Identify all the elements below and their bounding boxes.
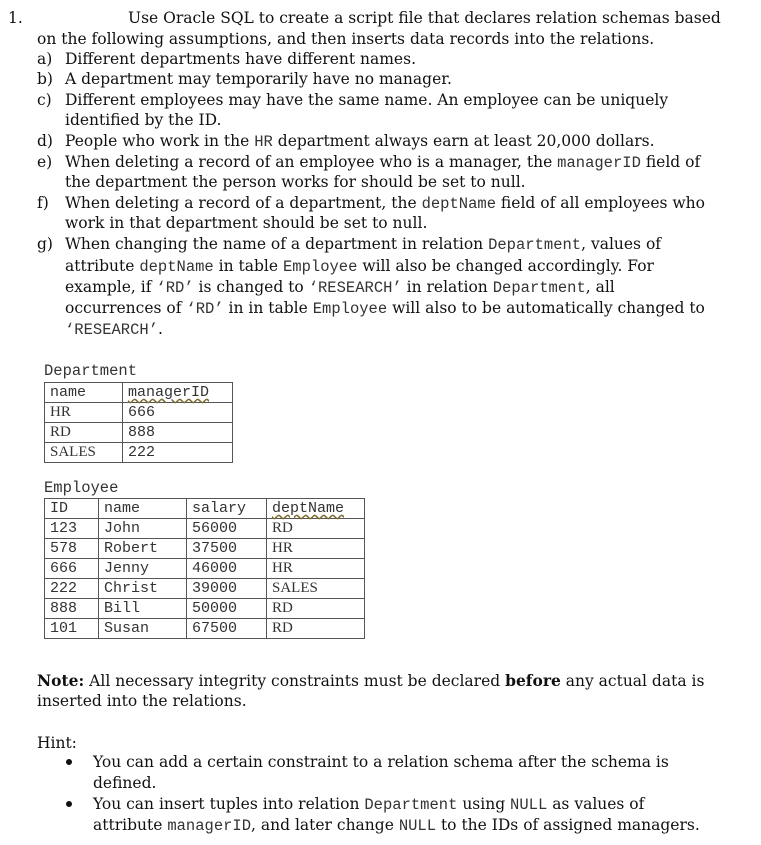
dept-header-name: name (45, 383, 123, 403)
emp-header-deptname: deptName (267, 499, 365, 519)
table-row (45, 599, 365, 619)
emp-cell: Jenny (99, 559, 187, 579)
hint-bullet-2-line-2: attribute managerID, and later change NULL to the IDs of assigned managers. (93, 816, 700, 835)
item-c-label: c) (37, 91, 52, 109)
department-header-row (45, 383, 233, 403)
emp-cell: 123 (45, 519, 99, 539)
item-e-label: e) (37, 153, 53, 171)
emp-header-name: name (99, 499, 187, 519)
item-f-text-1: When deleting a record of a department, the deptName field of all employees who (65, 194, 705, 213)
item-c-text-2: identified by the ID. (65, 111, 222, 129)
table-row (45, 579, 365, 599)
emp-cell: Robert (99, 539, 187, 559)
hint-bullet-1-line-2: defined. (93, 774, 157, 792)
emp-cell: Susan (99, 619, 187, 639)
emp-cell: 37500 (187, 539, 267, 559)
intro-line-2: on the following assumptions, and then inserts data records into the relations. (37, 30, 655, 48)
item-f-label: f) (37, 194, 49, 212)
hint-bullet-1-line-1: You can add a certain constraint to a relation schema after the schema is (93, 753, 669, 771)
emp-cell: 50000 (187, 599, 267, 619)
item-a-text: Different departments have different names. (65, 50, 416, 68)
item-c-text-1: Different employees may have the same name. An employee can be uniquely (65, 91, 669, 109)
emp-cell: SALES (267, 579, 365, 599)
dept-cell: HR (45, 403, 123, 423)
intro-line-1: Use Oracle SQL to create a script file that declares relation schemas based (128, 9, 721, 27)
dept-cell: SALES (45, 443, 123, 463)
item-d-text: People who work in the HR department always earn at least 20,000 dollars. (65, 132, 655, 151)
emp-cell: 67500 (187, 619, 267, 639)
bullet-icon (66, 759, 72, 765)
emp-cell: HR (267, 539, 365, 559)
emp-header-salary: salary (187, 499, 267, 519)
item-g-text-1: When changing the name of a department in relation Department, values of (65, 235, 662, 254)
hint-label: Hint: (37, 734, 77, 752)
table-row (45, 443, 233, 463)
item-g-text-5: ‘RESEARCH’. (65, 320, 163, 339)
emp-cell: HR (267, 559, 365, 579)
emp-cell: 666 (45, 559, 99, 579)
note-line-2: inserted into the relations. (37, 692, 247, 710)
item-f-text-2: work in that department should be set to null. (65, 214, 428, 232)
table-row (45, 403, 233, 423)
emp-cell: 222 (45, 579, 99, 599)
question-number: 1. (8, 9, 23, 27)
emp-cell: 578 (45, 539, 99, 559)
department-table-title: Department (44, 362, 138, 380)
emp-cell: 56000 (187, 519, 267, 539)
emp-cell: 39000 (187, 579, 267, 599)
employee-table-title: Employee (44, 479, 119, 497)
bullet-icon (66, 801, 72, 807)
table-row (45, 539, 365, 559)
item-d-label: d) (37, 132, 53, 150)
emp-header-id: ID (45, 499, 99, 519)
employee-header-row (45, 499, 365, 519)
dept-header-managerid: managerID (123, 383, 233, 403)
item-e-text-1: When deleting a record of an employee who is a manager, the managerID field of (65, 153, 701, 172)
emp-cell: John (99, 519, 187, 539)
employee-table (44, 498, 365, 639)
emp-cell: Christ (99, 579, 187, 599)
emp-cell: 46000 (187, 559, 267, 579)
emp-cell: Bill (99, 599, 187, 619)
dept-cell: 888 (123, 423, 233, 443)
item-g-label: g) (37, 235, 53, 253)
emp-cell: RD (267, 619, 365, 639)
dept-cell: 222 (123, 443, 233, 463)
table-row (45, 619, 365, 639)
table-row (45, 423, 233, 443)
item-a-label: a) (37, 50, 53, 68)
emp-cell: 101 (45, 619, 99, 639)
table-row (45, 559, 365, 579)
item-g-text-3: example, if ‘RD’ is changed to ‘RESEARCH’ in relation Department, all (65, 278, 615, 297)
note-line-1: Note: All necessary integrity constraints must be declared before any actual data is (37, 671, 705, 690)
emp-cell: 888 (45, 599, 99, 619)
emp-cell: RD (267, 599, 365, 619)
item-b-label: b) (37, 70, 53, 88)
item-e-text-2: the department the person works for should be set to null. (65, 173, 526, 191)
department-table (44, 382, 233, 463)
item-g-text-2: attribute deptName in table Employee will also be changed accordingly. For (65, 257, 654, 276)
table-row (45, 519, 365, 539)
emp-cell: RD (267, 519, 365, 539)
dept-cell: RD (45, 423, 123, 443)
item-g-text-4: occurrences of ‘RD’ in in table Employee will also to be automatically changed to (65, 299, 705, 318)
dept-cell: 666 (123, 403, 233, 423)
item-b-text: A department may temporarily have no manager. (65, 70, 452, 88)
hint-bullet-2-line-1: You can insert tuples into relation Department using NULL as values of (93, 795, 645, 814)
